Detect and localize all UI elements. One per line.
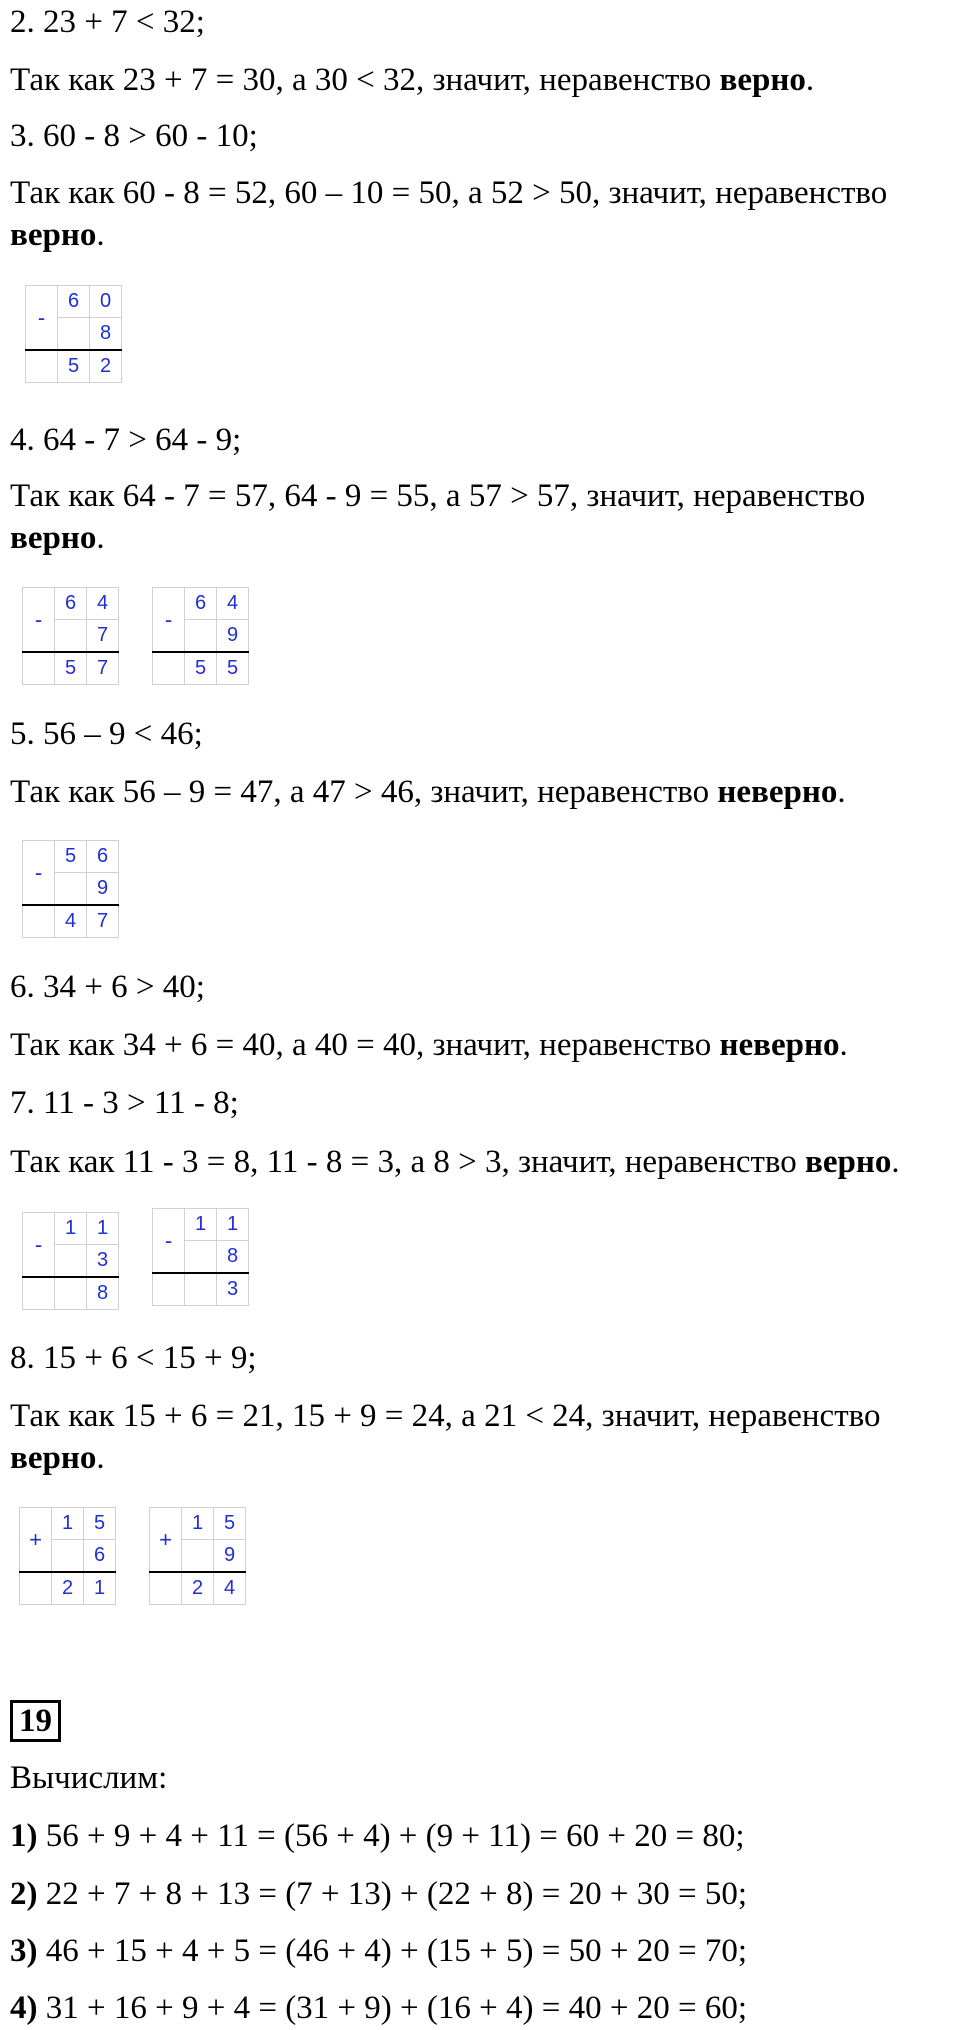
item-3-text: Так как 60 - 8 = 52, 60 – 10 = 50, а 52 > 50, значит, неравенство	[10, 175, 888, 211]
operator-sign: -	[23, 588, 55, 653]
operator-sign: -	[23, 1213, 55, 1278]
minuend-digit: 1	[182, 1508, 214, 1540]
item-3-period: .	[96, 217, 105, 253]
result-digit: 3	[217, 1273, 249, 1306]
minuend-digit: 1	[185, 1209, 217, 1241]
minuend-digit: 5	[214, 1508, 246, 1540]
item-2-explanation	[10, 58, 956, 102]
minuend-digit: 1	[52, 1508, 84, 1540]
result-digit	[185, 1273, 217, 1306]
minuend-digit: 5	[55, 841, 87, 873]
calc-table-7b	[152, 1208, 249, 1306]
calc-table-3	[25, 285, 122, 383]
item-4-explanation	[10, 475, 956, 559]
result-digit: 4	[214, 1572, 246, 1605]
operator-sign: +	[20, 1508, 52, 1573]
task-19-line-1	[10, 1814, 956, 1858]
task-19-text-3: 46 + 15 + 4 + 5 = (46 + 4) + (15 + 5) = 50 + 20 = 70;	[37, 1933, 747, 1969]
minuend-digit: 6	[55, 588, 87, 620]
minuend-digit: 6	[58, 286, 90, 318]
calc-table-4a	[22, 587, 119, 685]
result-digit	[55, 1277, 87, 1310]
minuend-digit: 5	[84, 1508, 116, 1540]
task-19-label-3: 3)	[10, 1933, 38, 1969]
item-7-verdict: верно	[805, 1144, 892, 1180]
operand-digit: 8	[90, 318, 122, 351]
task-19-label-2: 2)	[10, 1876, 38, 1912]
item-2-text: Так как 23 + 7 = 30, а 30 < 32, значит, неравенство	[10, 62, 720, 98]
minuend-digit: 1	[55, 1213, 87, 1245]
operand-digit: 6	[84, 1540, 116, 1573]
result-digit: 5	[217, 652, 249, 685]
operand-digit: 9	[87, 873, 119, 906]
item-5-period: .	[837, 774, 846, 810]
empty-cell	[26, 350, 58, 383]
result-digit: 2	[90, 350, 122, 383]
task-19-text-4: 31 + 16 + 9 + 4 = (31 + 9) + (16 + 4) = 40 + 20 = 60;	[37, 1990, 747, 2026]
item-3-explanation	[10, 172, 956, 256]
item-7-period: .	[891, 1144, 900, 1180]
calc-table-8a	[19, 1507, 116, 1605]
result-digit: 5	[55, 652, 87, 685]
task-19-label-1: 1)	[10, 1818, 38, 1854]
minuend-digit: 4	[87, 588, 119, 620]
task-19-text-2: 22 + 7 + 8 + 13 = (7 + 13) + (22 + 8) = 20 + 30 = 50;	[37, 1876, 747, 1912]
operand-digit: 8	[217, 1241, 249, 1274]
result-digit: 2	[52, 1572, 84, 1605]
item-7-heading: 7. 11 - 3 > 11 - 8;	[10, 1085, 239, 1121]
result-digit: 7	[87, 905, 119, 938]
task-19-text-1: 56 + 9 + 4 + 11 = (56 + 4) + (9 + 11) = 60 + 20 = 80;	[37, 1818, 745, 1854]
operator-sign: -	[23, 841, 55, 906]
item-3-heading: 3. 60 - 8 > 60 - 10;	[10, 118, 258, 154]
operator-sign: +	[150, 1508, 182, 1573]
item-6-period: .	[839, 1027, 848, 1063]
item-5-explanation	[10, 770, 956, 814]
item-5-verdict: неверно	[717, 774, 838, 810]
item-6-heading: 6. 34 + 6 > 40;	[10, 969, 205, 1005]
minuend-digit: 1	[217, 1209, 249, 1241]
item-8-heading: 8. 15 + 6 < 15 + 9;	[10, 1340, 257, 1376]
item-8-text: Так как 15 + 6 = 21, 15 + 9 = 24, а 21 < 24, значит, неравенство	[10, 1398, 881, 1434]
task-number-box: 19	[10, 1700, 61, 1742]
operand-digit	[55, 1245, 87, 1278]
item-2-period: .	[805, 62, 815, 98]
empty-cell	[20, 1572, 52, 1605]
operand-digit: 9	[214, 1540, 246, 1573]
minuend-digit: 4	[217, 588, 249, 620]
item-4-heading: 4. 64 - 7 > 64 - 9;	[10, 422, 242, 458]
empty-cell	[153, 1273, 185, 1306]
empty-cell	[150, 1572, 182, 1605]
item-5-heading: 5. 56 – 9 < 46;	[10, 716, 203, 752]
operand-digit	[58, 318, 90, 351]
empty-cell	[23, 1277, 55, 1310]
item-6-explanation	[10, 1023, 956, 1067]
operator-sign: -	[153, 1209, 185, 1274]
result-digit: 4	[55, 905, 87, 938]
task-19-line-4	[10, 1986, 956, 2030]
empty-cell	[23, 905, 55, 938]
result-digit: 5	[185, 652, 217, 685]
item-2-verdict: верно	[719, 62, 806, 98]
minuend-digit: 6	[87, 841, 119, 873]
result-digit: 5	[58, 350, 90, 383]
empty-cell	[153, 652, 185, 685]
operand-digit	[55, 620, 87, 653]
result-digit: 7	[87, 652, 119, 685]
item-4-text: Так как 64 - 7 = 57, 64 - 9 = 55, а 57 > 57, значит, неравенство	[10, 478, 866, 514]
calc-table-7a	[22, 1212, 119, 1310]
operand-digit	[185, 1241, 217, 1274]
operand-digit: 7	[87, 620, 119, 653]
task-19-line-3	[10, 1929, 956, 1973]
operand-digit	[55, 873, 87, 906]
item-6-text: Так как 34 + 6 = 40, а 40 = 40, значит, неравенство	[10, 1027, 720, 1063]
task-19-line-2	[10, 1872, 956, 1916]
operator-sign: -	[153, 588, 185, 653]
item-7-text: Так как 11 - 3 = 8, 11 - 8 = 3, а 8 > 3, значит, неравенство	[10, 1144, 806, 1180]
minuend-digit: 6	[185, 588, 217, 620]
calc-table-5	[22, 840, 119, 938]
minuend-digit: 1	[87, 1213, 119, 1245]
operand-digit	[185, 620, 217, 653]
operator-sign: -	[26, 286, 58, 351]
item-5-text: Так как 56 – 9 = 47, а 47 > 46, значит, неравенство	[10, 774, 718, 810]
calc-table-4b	[152, 587, 249, 685]
item-4-verdict: верно	[10, 520, 97, 556]
task-19-intro: Вычислим:	[10, 1760, 168, 1796]
item-8-period: .	[96, 1440, 105, 1476]
item-2-heading: 2. 23 + 7 < 32;	[10, 4, 205, 40]
item-3-verdict: верно	[10, 217, 97, 253]
task-19-label-4: 4)	[10, 1990, 38, 2026]
result-digit: 1	[84, 1572, 116, 1605]
operand-digit	[52, 1540, 84, 1573]
operand-digit	[182, 1540, 214, 1573]
item-7-explanation	[10, 1140, 956, 1184]
operand-digit: 9	[217, 620, 249, 653]
item-8-explanation	[10, 1395, 956, 1479]
result-digit: 8	[87, 1277, 119, 1310]
calc-table-8b	[149, 1507, 246, 1605]
operand-digit: 3	[87, 1245, 119, 1278]
minuend-digit: 0	[90, 286, 122, 318]
empty-cell	[23, 652, 55, 685]
item-4-period: .	[96, 520, 105, 556]
item-8-verdict: верно	[10, 1440, 97, 1476]
result-digit: 2	[182, 1572, 214, 1605]
item-6-verdict: неверно	[719, 1027, 840, 1063]
